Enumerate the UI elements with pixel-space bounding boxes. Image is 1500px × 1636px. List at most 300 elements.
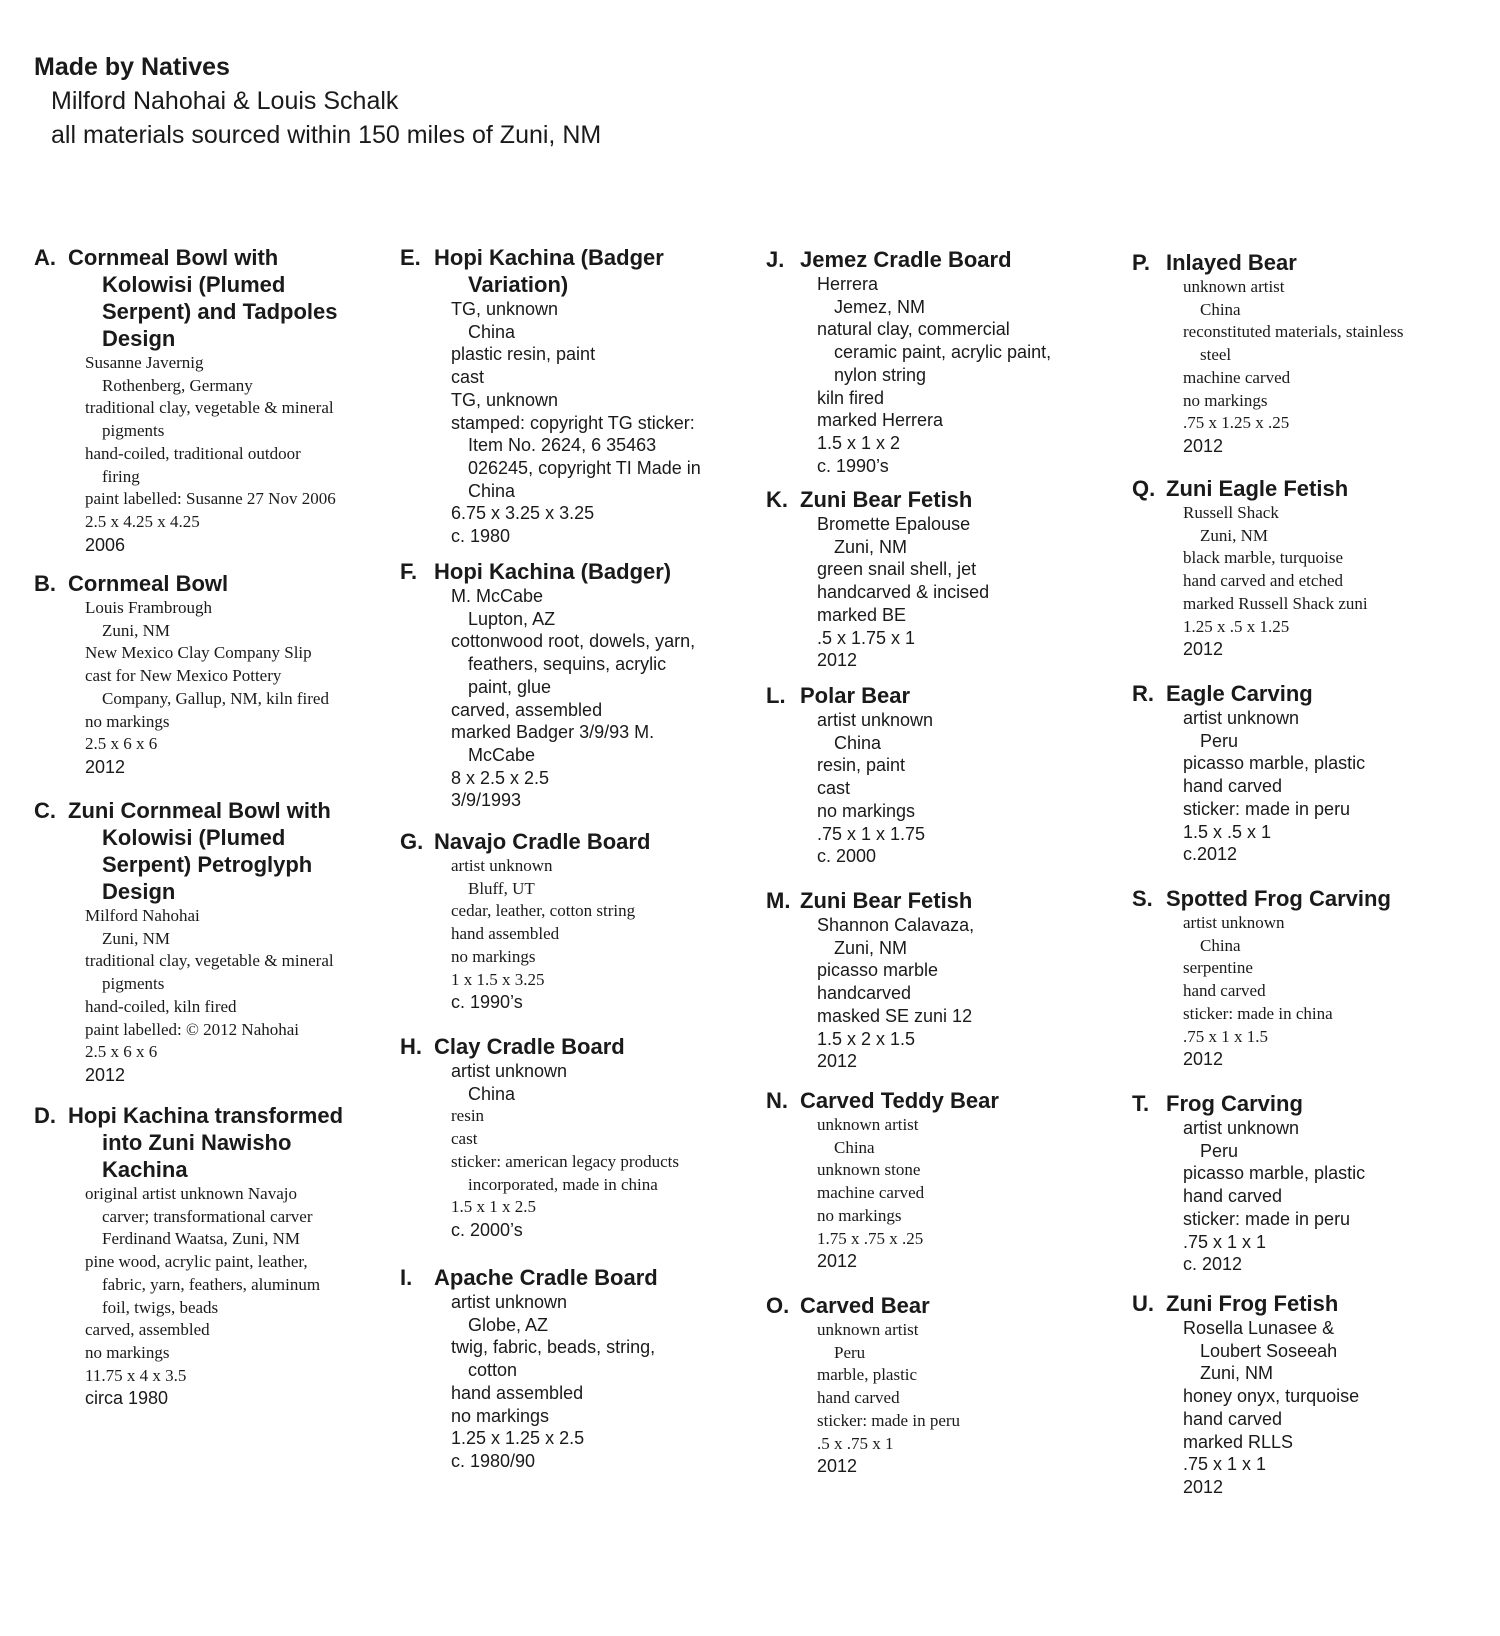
item-name-line: Kolowisi (Plumed [102, 825, 286, 850]
item-detail-line: 2012 [817, 1051, 858, 1072]
item-detail-line: c. 1990’s [451, 992, 523, 1013]
item-detail-line: cast [817, 778, 851, 799]
item-detail-line: artist unknown [1183, 708, 1300, 728]
item-detail-line: c. 1980/90 [451, 1450, 536, 1471]
item-letter: B. [34, 571, 56, 596]
item-details [766, 513, 989, 672]
item-detail-line: 2.5 x 6 x 6 [85, 1042, 158, 1062]
item-letter: J. [766, 247, 785, 272]
item-detail-line: China [468, 321, 516, 342]
item-letter: L. [766, 683, 786, 708]
catalog-item-f [400, 558, 695, 812]
item-detail-line: 2.5 x 4.25 x 4.25 [85, 511, 200, 531]
item-letter: K. [766, 487, 788, 512]
item-detail-line: paint, glue [468, 676, 552, 697]
item-detail-line: Peru [1200, 1140, 1239, 1161]
item-detail-line: Peru [1200, 730, 1239, 751]
item-detail-line: foil, twigs, beads [102, 1297, 219, 1317]
item-title [766, 682, 933, 709]
item-details [766, 914, 974, 1073]
item-name [1166, 475, 1348, 502]
catalog-item-d [34, 1102, 343, 1410]
item-detail-line: Zuni, NM [102, 620, 170, 640]
item-details [34, 905, 334, 1087]
item-detail-line: kiln fired [817, 387, 885, 408]
item-letter: P. [1132, 250, 1150, 275]
item-name-line: Frog Carving [1166, 1091, 1303, 1116]
item-details [1132, 502, 1368, 661]
catalog-item-j [766, 246, 1051, 477]
item-detail-line: hand-coiled, traditional outdoor [85, 443, 301, 463]
item-name [434, 244, 664, 298]
item-detail-line: Rosella Lunasee & [1183, 1318, 1335, 1338]
item-name-line: Zuni Bear Fetish [800, 487, 973, 512]
item-name [434, 1033, 625, 1060]
item-name-line: Kolowisi (Plumed [102, 272, 286, 297]
item-details [400, 298, 701, 548]
item-detail-line: cast [451, 1129, 478, 1149]
item-detail-line: circa 1980 [85, 1388, 169, 1409]
item-detail-line: marked RLLS [1183, 1431, 1294, 1452]
page-subtitle-materials: all materials sourced within 150 miles of Zuni, NM [51, 121, 602, 149]
item-detail-line: c. 2000 [817, 846, 877, 867]
catalog-item-k [766, 486, 989, 672]
item-detail-line: 2012 [1183, 1049, 1224, 1070]
item-detail-line: no markings [451, 946, 536, 966]
item-detail-line: .5 x .75 x 1 [817, 1433, 894, 1453]
item-name-line: Navajo Cradle Board [434, 829, 651, 854]
item-detail-line: hand assembled [451, 924, 560, 944]
item-name [68, 797, 331, 905]
item-detail-line: Shannon Calavaza, [817, 915, 975, 935]
item-detail-line: Susanne Javernig [85, 353, 204, 372]
catalog-item-s [1132, 885, 1391, 1071]
item-detail-line: stamped: copyright TG sticker: [451, 412, 695, 433]
item-letter: T. [1132, 1091, 1150, 1116]
catalog-item-q [1132, 475, 1368, 661]
item-detail-line: China [468, 1083, 516, 1104]
item-detail-line: firing [102, 466, 140, 486]
item-detail-line: 2012 [85, 756, 126, 777]
item-name-line: into Zuni Nawisho [102, 1130, 292, 1155]
item-letter: H. [400, 1034, 422, 1059]
item-detail-line: Bromette Epalouse [817, 514, 971, 534]
item-detail-line: 3/9/1993 [451, 790, 522, 811]
item-name-line: Carved Bear [800, 1293, 930, 1318]
item-detail-line: no markings [1183, 390, 1268, 410]
item-title [400, 1033, 679, 1060]
item-detail-line: hand carved [1183, 1408, 1283, 1429]
item-detail-line: .75 x 1 x 1 [1183, 1231, 1267, 1252]
item-detail-line: 11.75 x 4 x 3.5 [85, 1365, 187, 1385]
item-detail-line: carved, assembled [451, 699, 603, 720]
item-title [34, 1102, 343, 1183]
item-detail-line: handcarved [817, 983, 912, 1004]
item-detail-line: pigments [102, 974, 165, 994]
item-details [400, 1291, 658, 1473]
item-name [800, 887, 972, 914]
item-detail-line: picasso marble, plastic [1183, 753, 1366, 774]
item-detail-line: sticker: made in peru [1183, 798, 1351, 819]
item-title [34, 797, 334, 905]
catalog-item-r [1132, 680, 1365, 866]
item-detail-line: steel [1200, 345, 1232, 365]
item-detail-line: Peru [834, 1342, 866, 1362]
item-name [1166, 680, 1313, 707]
item-title [400, 244, 701, 298]
item-name-line: Zuni Frog Fetish [1166, 1291, 1339, 1316]
item-detail-line: 1.25 x 1.25 x 2.5 [451, 1428, 585, 1449]
item-detail-line: marble, plastic [817, 1365, 918, 1385]
item-detail-line: cotton [468, 1360, 518, 1381]
item-name [800, 1292, 930, 1319]
item-details [34, 597, 329, 779]
item-details [1132, 276, 1403, 458]
item-details [34, 352, 338, 556]
item-title [34, 570, 329, 597]
item-detail-line: TG, unknown [451, 299, 559, 319]
item-detail-line: Herrera [817, 274, 879, 294]
item-title [1132, 1090, 1365, 1117]
item-detail-line: 1 x 1.5 x 3.25 [451, 969, 545, 989]
catalog-item-a [34, 244, 338, 556]
item-detail-line: handcarved & incised [817, 582, 990, 603]
item-detail-line: 1.5 x .5 x 1 [1183, 821, 1272, 842]
item-detail-line: hand carved [1183, 1186, 1283, 1207]
item-detail-line: machine carved [1183, 367, 1291, 387]
item-title [1132, 680, 1365, 707]
item-detail-line: artist unknown [451, 1292, 568, 1312]
item-detail-line: artist unknown [451, 1061, 568, 1081]
item-detail-line: 1.5 x 2 x 1.5 [817, 1028, 916, 1049]
item-details [34, 1183, 343, 1410]
item-details [766, 1114, 999, 1273]
item-detail-line: unknown artist [817, 1320, 919, 1339]
item-detail-line: TG, unknown [451, 389, 559, 410]
item-detail-line: cast [451, 367, 485, 388]
item-title [766, 246, 1051, 273]
item-detail-line: Louis Frambrough [85, 598, 213, 617]
item-detail-line: feathers, sequins, acrylic [468, 654, 667, 675]
catalog-item-b [34, 570, 329, 779]
item-detail-line: 1.25 x .5 x 1.25 [1183, 616, 1290, 636]
item-detail-line: no markings [85, 1342, 170, 1362]
item-detail-line: Item No. 2624, 6 35463 [468, 435, 657, 456]
item-name [434, 1264, 658, 1291]
item-detail-line: Zuni, NM [1200, 525, 1268, 545]
item-detail-line: c. 2012 [1183, 1254, 1243, 1275]
item-name [800, 1087, 999, 1114]
item-detail-line: .75 x 1.25 x .25 [1183, 413, 1290, 433]
item-name [1166, 1290, 1338, 1317]
item-details [400, 585, 695, 812]
item-letter: U. [1132, 1291, 1154, 1316]
item-title [1132, 1290, 1359, 1317]
item-detail-line: hand carved [1183, 776, 1283, 797]
page-title: Made by Natives [34, 53, 230, 81]
item-detail-line: 2012 [817, 1456, 858, 1477]
item-detail-line: McCabe [468, 744, 536, 765]
item-detail-line: marked BE [817, 604, 907, 625]
item-detail-line: artist unknown [451, 856, 553, 875]
item-detail-line: serpentine [1183, 958, 1253, 978]
item-letter: I. [400, 1265, 413, 1290]
item-detail-line: Milford Nahohai [85, 906, 200, 925]
item-detail-line: green snail shell, jet [817, 559, 977, 580]
item-detail-line: unknown artist [1183, 277, 1285, 296]
catalog-item-l [766, 682, 933, 868]
item-title [34, 244, 338, 352]
item-name-line: Hopi Kachina (Badger [434, 245, 664, 270]
item-name [1166, 1090, 1303, 1117]
item-letter: E. [400, 245, 421, 270]
page-header [34, 50, 601, 152]
item-detail-line: unknown stone [817, 1160, 921, 1180]
item-name-line: Eagle Carving [1166, 681, 1313, 706]
item-detail-line: .5 x 1.75 x 1 [817, 627, 916, 648]
item-detail-line: China [1200, 935, 1241, 955]
item-detail-line: sticker: made in china [1183, 1003, 1333, 1023]
item-detail-line: Zuni, NM [1200, 1363, 1274, 1384]
item-detail-line: picasso marble, plastic [1183, 1163, 1366, 1184]
item-detail-line: Globe, AZ [468, 1314, 549, 1335]
item-detail-line: marked Badger 3/9/93 M. [451, 722, 655, 743]
item-detail-line: resin, paint [817, 755, 906, 776]
item-letter: F. [400, 559, 418, 584]
item-name-line: Inlayed Bear [1166, 250, 1297, 275]
item-name-line: Zuni Bear Fetish [800, 888, 973, 913]
item-detail-line: c. 2000’s [451, 1219, 523, 1240]
item-name-line: Serpent) Petroglyph [102, 852, 313, 877]
item-details [766, 273, 1051, 477]
item-name-line: Serpent) and Tadpoles [102, 299, 338, 324]
item-title [1132, 885, 1391, 912]
item-detail-line: carved, assembled [85, 1320, 210, 1340]
item-letter: D. [34, 1103, 56, 1128]
catalog-item-e [400, 244, 701, 548]
item-title [400, 828, 650, 855]
item-detail-line: artist unknown [817, 710, 934, 730]
item-detail-line: Russell Shack [1183, 503, 1279, 522]
catalog-item-h [400, 1033, 679, 1242]
item-detail-line: c.2012 [1183, 844, 1238, 865]
item-details [766, 709, 933, 868]
item-detail-line: cast for New Mexico Pottery [85, 666, 282, 686]
catalog-item-i [400, 1264, 658, 1473]
item-detail-line: China [834, 732, 882, 753]
item-name [434, 828, 650, 855]
item-detail-line: Lupton, AZ [468, 608, 556, 629]
item-detail-line: Zuni, NM [102, 928, 170, 948]
item-name-line: Jemez Cradle Board [800, 247, 1012, 272]
item-detail-line: .75 x 1 x 1 [1183, 1454, 1267, 1475]
item-detail-line: nylon string [834, 364, 927, 385]
catalog-item-g [400, 828, 650, 1014]
item-letter: O. [766, 1293, 790, 1318]
item-detail-line: original artist unknown Navajo [85, 1184, 297, 1203]
item-detail-line: no markings [817, 1205, 902, 1225]
item-name [1166, 249, 1297, 276]
item-details [766, 1319, 960, 1478]
item-name-line: Hopi Kachina (Badger) [434, 559, 672, 584]
page-subtitle-artists: Milford Nahohai & Louis Schalk [51, 87, 399, 115]
item-name-line: Cornmeal Bowl [68, 571, 229, 596]
item-letter: R. [1132, 681, 1154, 706]
item-details [400, 855, 650, 1014]
item-detail-line: .75 x 1 x 1.75 [817, 823, 926, 844]
item-detail-line: pine wood, acrylic paint, leather, [85, 1252, 308, 1272]
item-detail-line: ceramic paint, acrylic paint, [834, 342, 1052, 363]
item-detail-line: marked Russell Shack zuni [1183, 593, 1368, 613]
item-name-line: Clay Cradle Board [434, 1034, 625, 1059]
item-detail-line: sticker: american legacy products [451, 1151, 679, 1171]
item-detail-line: machine carved [817, 1183, 925, 1203]
item-detail-line: paint labelled: Susanne 27 Nov 2006 [85, 489, 336, 509]
item-letter: A. [34, 245, 56, 270]
item-detail-line: 2012 [817, 650, 858, 671]
item-detail-line: no markings [817, 800, 916, 821]
item-name-line: Hopi Kachina transformed [68, 1103, 344, 1128]
item-detail-line: 2012 [85, 1064, 126, 1085]
item-detail-line: hand carved [817, 1388, 900, 1408]
item-name-line: Spotted Frog Carving [1166, 886, 1391, 911]
item-title [1132, 249, 1403, 276]
item-details [400, 1060, 679, 1242]
item-detail-line: China [834, 1137, 875, 1157]
item-detail-line: plastic resin, paint [451, 344, 596, 365]
item-detail-line: 026245, copyright TI Made in [468, 457, 701, 478]
item-letter: Q. [1132, 476, 1156, 501]
item-title [400, 558, 695, 585]
item-name-line: Zuni Cornmeal Bowl with [68, 798, 331, 823]
item-detail-line: honey onyx, turquoise [1183, 1386, 1360, 1407]
catalog-item-n [766, 1087, 999, 1273]
item-detail-line: 1.5 x 1 x 2 [817, 432, 901, 453]
item-letter: N. [766, 1088, 788, 1113]
item-name [68, 570, 228, 597]
item-detail-line: unknown artist [817, 1115, 919, 1134]
item-detail-line: masked SE zuni 12 [817, 1005, 973, 1026]
item-title [766, 887, 974, 914]
item-name [68, 244, 338, 352]
item-details [1132, 1117, 1365, 1276]
item-detail-line: 2006 [85, 534, 126, 555]
catalog-item-c [34, 797, 334, 1087]
item-detail-line: Loubert Soseeah [1200, 1340, 1338, 1361]
item-name-line: Carved Teddy Bear [800, 1088, 999, 1113]
item-name [800, 246, 1012, 273]
item-detail-line: paint labelled: © 2012 Nahohai [85, 1019, 300, 1039]
item-detail-line: China [468, 480, 516, 501]
item-letter: G. [400, 829, 424, 854]
item-title [1132, 475, 1368, 502]
item-detail-line: sticker: made in peru [1183, 1208, 1351, 1229]
item-detail-line: 8 x 2.5 x 2.5 [451, 767, 550, 788]
item-detail-line: no markings [85, 711, 170, 731]
item-detail-line: marked Herrera [817, 410, 944, 431]
item-details [1132, 1317, 1359, 1499]
item-detail-line: Jemez, NM [834, 296, 926, 317]
item-detail-line: artist unknown [1183, 1118, 1300, 1138]
catalog-item-o [766, 1292, 960, 1478]
item-detail-line: carver; transformational carver [102, 1206, 313, 1226]
item-detail-line: c. 1980 [451, 526, 511, 547]
item-detail-line: Zuni, NM [834, 536, 908, 557]
item-detail-line: 6.75 x 3.25 x 3.25 [451, 503, 595, 524]
item-detail-line: artist unknown [1183, 913, 1285, 932]
item-title [400, 1264, 658, 1291]
item-detail-line: Bluff, UT [468, 878, 535, 898]
item-detail-line: no markings [451, 1405, 550, 1426]
item-detail-line: 2012 [1183, 639, 1224, 660]
item-detail-line: cottonwood root, dowels, yarn, [451, 631, 696, 652]
item-detail-line: Ferdinand Waatsa, Zuni, NM [102, 1229, 301, 1249]
item-name-line: Cornmeal Bowl with [68, 245, 279, 270]
catalog-item-m [766, 887, 974, 1073]
item-title [766, 1292, 960, 1319]
item-detail-line: 1.5 x 1 x 2.5 [451, 1197, 536, 1217]
item-detail-line: M. McCabe [451, 586, 544, 606]
item-detail-line: natural clay, commercial [817, 319, 1010, 340]
item-name-line: Design [102, 326, 176, 351]
item-name-line: Zuni Eagle Fetish [1166, 476, 1349, 501]
item-title [766, 486, 989, 513]
item-name [434, 558, 671, 585]
item-detail-line: 2.5 x 6 x 6 [85, 734, 158, 754]
item-detail-line: .75 x 1 x 1.5 [1183, 1026, 1268, 1046]
item-detail-line: Company, Gallup, NM, kiln fired [102, 688, 329, 708]
item-detail-line: c. 1990’s [817, 455, 889, 476]
item-detail-line: fabric, yarn, feathers, aluminum [102, 1274, 321, 1294]
item-details [1132, 707, 1365, 866]
item-detail-line: 1.75 x .75 x .25 [817, 1228, 924, 1248]
item-name-line: Kachina [102, 1157, 188, 1182]
catalog-item-p [1132, 249, 1403, 458]
item-detail-line: New Mexico Clay Company Slip [85, 643, 312, 663]
item-detail-line: hand carved and etched [1183, 571, 1343, 591]
item-detail-line: incorporated, made in china [468, 1174, 658, 1194]
catalog-item-u [1132, 1290, 1359, 1499]
item-detail-line: hand assembled [451, 1382, 584, 1403]
item-detail-line: black marble, turquoise [1183, 548, 1344, 568]
item-letter: M. [766, 888, 791, 913]
item-detail-line: China [1200, 299, 1241, 319]
item-detail-line: reconstituted materials, stainless [1183, 322, 1404, 342]
item-letter: S. [1132, 886, 1153, 911]
item-name-line: Polar Bear [800, 683, 911, 708]
item-name-line: Design [102, 879, 176, 904]
item-name-line: Apache Cradle Board [434, 1265, 658, 1290]
item-detail-line: Zuni, NM [834, 937, 908, 958]
item-detail-line: 2012 [817, 1251, 858, 1272]
item-detail-line: hand-coiled, kiln fired [85, 996, 237, 1016]
item-detail-line: 2012 [1183, 1476, 1224, 1497]
item-letter: C. [34, 798, 56, 823]
item-detail-line: Rothenberg, Germany [102, 375, 253, 395]
item-detail-line: hand carved [1183, 981, 1266, 1001]
item-detail-line: pigments [102, 421, 165, 441]
item-detail-line: 2012 [1183, 435, 1224, 456]
item-name [800, 682, 910, 709]
item-title [766, 1087, 999, 1114]
item-detail-line: traditional clay, vegetable & mineral [85, 951, 334, 971]
item-name-line: Variation) [468, 272, 569, 297]
item-detail-line: resin [451, 1106, 485, 1126]
item-name [68, 1102, 343, 1183]
item-name [800, 486, 972, 513]
item-detail-line: cedar, leather, cotton string [451, 901, 636, 921]
item-detail-line: traditional clay, vegetable & mineral [85, 398, 334, 418]
